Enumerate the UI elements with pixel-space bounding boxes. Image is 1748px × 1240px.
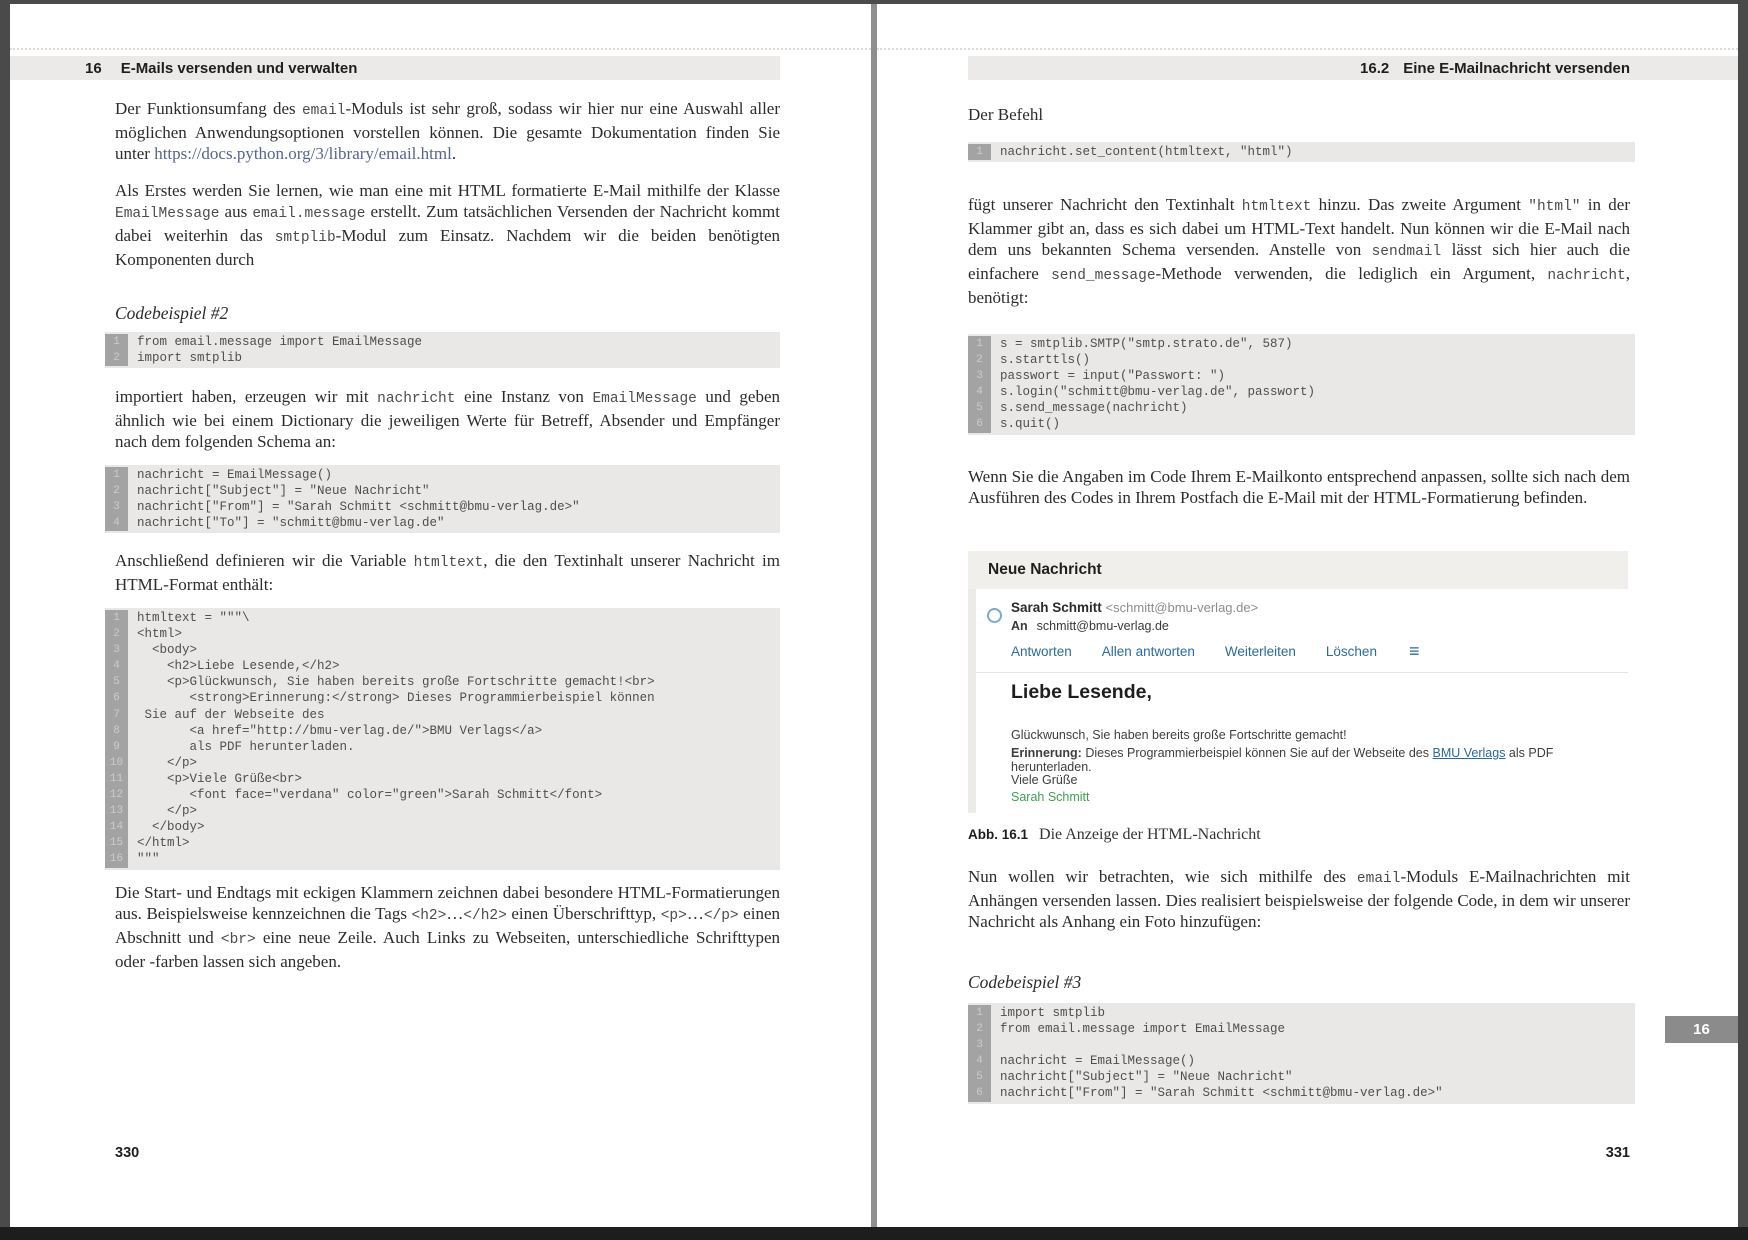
line-number: 4 xyxy=(968,384,991,400)
line-number: 12 xyxy=(105,787,128,803)
code-text: </body> xyxy=(137,820,205,835)
to-label: An xyxy=(1011,619,1028,633)
menu-icon[interactable]: ≡ xyxy=(1408,641,1420,661)
code-line xyxy=(105,851,780,867)
line-number: 5 xyxy=(968,1069,991,1085)
text-segment: Dieses Programmierbeispiel können Sie auf der Webseite des xyxy=(1081,746,1433,760)
code-line xyxy=(105,803,780,819)
code-text: </p> xyxy=(137,755,198,770)
code-line xyxy=(105,658,780,674)
line-number: 4 xyxy=(105,658,128,674)
text-segment: hinzu. Das zweite Argument xyxy=(1311,195,1529,214)
code-block xyxy=(968,334,1635,435)
text-segment: einen Abschnitt und xyxy=(115,904,780,947)
chapter-number: 16 xyxy=(85,59,102,77)
code-text: als PDF herunterladen. xyxy=(137,739,355,754)
left-page xyxy=(10,4,871,1227)
line-number: 10 xyxy=(105,755,128,771)
line-number: 15 xyxy=(105,835,128,851)
line-number: 1 xyxy=(105,467,128,483)
code-line xyxy=(968,384,1635,400)
text-segment: -Moduls E-Mailnachrichten mit Anhängen versenden lassen. Dies realisiert beispielsweise der folgende Code, in dem wir unserer Nachricht als Anhang ein Foto hinzufügen: xyxy=(968,867,1630,931)
code-line xyxy=(105,707,780,723)
line-number: 2 xyxy=(105,626,128,642)
line-number: 2 xyxy=(105,350,128,366)
text-segment: sendmail xyxy=(1371,244,1442,260)
code-example-heading: Codebeispiel #3 xyxy=(968,972,1082,992)
page-top-perforation xyxy=(10,48,871,50)
text-segment: <p> xyxy=(660,908,687,924)
text-segment: fügt unserer Nachricht den Textinhalt xyxy=(968,195,1242,214)
code-line xyxy=(105,642,780,658)
code-line xyxy=(968,368,1635,384)
contact-avatar-icon xyxy=(987,608,1002,623)
page-top-perforation xyxy=(877,48,1738,50)
code-text: from email.message import EmailMessage xyxy=(1000,1022,1286,1037)
paragraph xyxy=(115,98,780,164)
code-text: nachricht["From"] = "Sarah Schmitt <schmitt@bmu-verlag.de>" xyxy=(137,500,580,515)
code-line xyxy=(105,499,780,515)
text-segment: </p> xyxy=(703,908,739,924)
code-line xyxy=(968,1085,1635,1101)
code-line xyxy=(105,755,780,771)
line-number: 3 xyxy=(105,642,128,658)
reply-link[interactable]: Antworten xyxy=(1011,644,1072,659)
code-line xyxy=(105,819,780,835)
line-number: 6 xyxy=(968,416,991,432)
forward-link[interactable]: Weiterleiten xyxy=(1224,644,1296,659)
docs-python-link[interactable]: https://docs.python.org/3/library/email.html xyxy=(154,144,452,163)
code-text: from email.message import EmailMessage xyxy=(137,335,423,349)
line-number: 1 xyxy=(105,334,128,350)
code-line xyxy=(968,352,1635,368)
email-to-row xyxy=(1011,619,1169,633)
text-segment: email xyxy=(301,103,346,119)
code-line xyxy=(105,690,780,706)
bmu-verlag-link[interactable]: BMU Verlags xyxy=(1432,746,1506,760)
chapter-thumb-tab: 16 xyxy=(1665,1016,1738,1043)
text-segment: send_message xyxy=(1051,268,1156,284)
text-segment: … xyxy=(686,904,704,923)
code-line xyxy=(105,674,780,690)
line-number: 1 xyxy=(968,144,991,160)
email-body-heading: Liebe Lesende, xyxy=(1011,681,1152,703)
text-segment: . xyxy=(451,144,457,163)
code-line xyxy=(968,1037,1635,1053)
code-block xyxy=(105,465,780,533)
section-title: Eine E-Mailnachricht versenden xyxy=(1403,59,1630,77)
code-line xyxy=(105,723,780,739)
code-text: s.quit() xyxy=(1000,417,1061,432)
code-text: passwort = input("Passwort: ") xyxy=(1000,369,1226,384)
email-body-line xyxy=(1011,746,1628,774)
line-number: 5 xyxy=(968,400,991,416)
code-line xyxy=(105,771,780,787)
section-number: 16.2 xyxy=(1360,59,1390,77)
code-text: """ xyxy=(137,852,160,867)
line-number: 14 xyxy=(105,819,128,835)
code-text: <strong>Erinnerung:</strong> Dieses Programmierbeispiel können xyxy=(137,691,655,706)
text-segment: Erinnerung: xyxy=(1011,746,1082,760)
text-segment: Der Funktionsumfang des xyxy=(115,99,302,118)
line-number: 13 xyxy=(105,803,128,819)
code-line xyxy=(105,515,780,531)
email-action-bar xyxy=(1011,641,1419,662)
code-line xyxy=(105,610,780,626)
to-address: schmitt@bmu-verlag.de xyxy=(1036,619,1169,633)
email-signature: Sarah Schmitt xyxy=(1011,790,1090,804)
sender-address: <schmitt@bmu-verlag.de> xyxy=(1105,600,1259,615)
line-number: 2 xyxy=(968,352,991,368)
page-number: 331 xyxy=(1605,1145,1630,1161)
line-number: 3 xyxy=(968,1037,991,1053)
text-segment: Als Erstes werden Sie lernen, wie man eine mit HTML formatierte E-Mail mithilfe der Klasse xyxy=(115,181,780,200)
text-segment: email xyxy=(1356,871,1401,887)
code-text: nachricht["Subject"] = "Neue Nachricht" xyxy=(1000,1070,1293,1085)
line-number: 5 xyxy=(105,674,128,690)
text-segment: htmltext xyxy=(413,555,484,571)
code-text: s.starttls() xyxy=(1000,353,1091,368)
text-segment: einen Überschrifttyp, xyxy=(506,904,661,923)
code-line xyxy=(105,739,780,755)
text-segment: als PDF herunterladen. xyxy=(1011,746,1554,774)
line-number: 9 xyxy=(105,739,128,755)
code-text: <a href="http://bmu-verlag.de/">BMU Verlags</a> xyxy=(137,723,543,738)
text-segment: -Modul zum Einsatz. Nachdem wir die beiden benötigten Komponenten durch xyxy=(115,226,780,269)
figure-caption xyxy=(968,826,1630,844)
text-segment: -Moduls ist sehr groß, sodass wir hier nur eine Auswahl aller möglichen Anwendungsoptionen vorstellen können. Die gesamte Dokumentation finden Sie unter xyxy=(115,99,781,163)
text-segment: lässt sich hier auch die einfachere xyxy=(968,240,1631,283)
text-segment: email.message xyxy=(252,206,366,222)
code-text: s.send_message(nachricht) xyxy=(1000,401,1188,416)
code-text: htmltext = """\ xyxy=(137,611,250,625)
code-line xyxy=(968,1005,1635,1021)
text-segment: nachricht xyxy=(377,391,456,407)
email-separator xyxy=(976,672,1628,673)
code-text: nachricht["To"] = "schmitt@bmu-verlag.de" xyxy=(137,516,445,531)
line-number: 8 xyxy=(105,723,128,739)
line-number: 3 xyxy=(105,499,128,515)
pages-container xyxy=(10,4,1738,1227)
left-running-header xyxy=(10,56,780,80)
code-text: Sie auf der Webseite des xyxy=(137,707,325,722)
sender-name: Sarah Schmitt xyxy=(1011,600,1102,615)
code-line xyxy=(105,626,780,642)
caption-text: Die Anzeige der HTML-Nachricht xyxy=(1039,826,1261,843)
text-segment: EmailMessage xyxy=(592,391,697,407)
code-text: nachricht["From"] = "Sarah Schmitt <schmitt@bmu-verlag.de>" xyxy=(1000,1086,1443,1101)
delete-link[interactable]: Löschen xyxy=(1325,644,1377,659)
text-segment: Die Start- und Endtags mit eckigen Klammern zeichnen dabei besondere HTML-Formatierungen aus. Beispielsweise kennzeichnen die Tags xyxy=(115,883,780,923)
code-block xyxy=(968,142,1635,162)
code-line xyxy=(105,334,780,350)
code-text: s = smtplib.SMTP("smtp.strato.de", 587) xyxy=(1000,337,1293,351)
code-text xyxy=(991,1037,1000,1053)
code-line xyxy=(968,1069,1635,1085)
chapter-title: E-Mails versenden und verwalten xyxy=(120,59,358,77)
line-number: 2 xyxy=(968,1021,991,1037)
line-number: 1 xyxy=(968,1005,991,1021)
code-line xyxy=(105,835,780,851)
code-line xyxy=(105,467,780,483)
code-text: <body> xyxy=(137,643,198,658)
line-number: 7 xyxy=(105,707,128,723)
text-segment: eine Instanz von xyxy=(455,387,593,406)
code-text: nachricht["Subject"] = "Neue Nachricht" xyxy=(137,484,430,499)
text-segment: Anschließend definieren wir die Variable xyxy=(115,551,414,570)
code-line xyxy=(968,400,1635,416)
line-number: 16 xyxy=(105,851,128,867)
line-number: 2 xyxy=(105,483,128,499)
text-segment: "html" xyxy=(1528,199,1581,215)
code-text: </p> xyxy=(137,804,198,819)
text-segment: -Methode verwenden, die lediglich ein Argument, xyxy=(1155,264,1548,283)
paragraph xyxy=(115,550,780,595)
code-text: <h2>Liebe Lesende,</h2> xyxy=(137,659,340,674)
text-segment: , die den Textinhalt unserer Nachricht im HTML-Format enthält: xyxy=(115,551,780,594)
text-segment: in der Klammer gibt an, dass es sich dabei um HTML-Text handelt. Nun können wir die E-Mail nach dem uns bekannten Schema versenden. Anstelle von xyxy=(968,195,1630,259)
email-body-line: Glückwunsch, Sie haben bereits große Fortschritte gemacht! xyxy=(1011,728,1347,742)
text-segment: nachricht xyxy=(1547,268,1626,284)
code-text: nachricht.set_content(htmltext, "html") xyxy=(1000,145,1293,159)
text-segment: importiert haben, erzeugen wir mit xyxy=(115,387,378,406)
text-segment: und geben ähnlich wie bei einem Dictionary die jeweiligen Werte für Betreff, Absender und Empfänger nach dem folgenden Schema an: xyxy=(115,387,781,451)
code-text: <p>Glückwunsch, Sie haben bereits große Fortschritte gemacht!<br> xyxy=(137,675,655,690)
code-text: nachricht = EmailMessage() xyxy=(1000,1054,1196,1069)
code-line xyxy=(105,350,780,366)
code-text: import smtplib xyxy=(137,351,243,366)
email-left-strip xyxy=(968,589,976,813)
text-segment: Nun wollen wir betrachten, wie sich mithilfe des xyxy=(968,867,1357,886)
text-segment: eine neue Zeile. Auch Links zu Webseiten, unterschiedliche Schrifttypen oder -farben lassen sich angeben. xyxy=(115,928,780,971)
paragraph xyxy=(968,194,1630,308)
code-line xyxy=(968,416,1635,432)
code-text: <p>Viele Grüße<br> xyxy=(137,771,303,786)
line-number: 1 xyxy=(105,610,128,626)
caption-label: Abb. 16.1 xyxy=(968,827,1029,842)
code-block xyxy=(105,608,780,870)
text-segment: aus xyxy=(219,202,253,221)
email-closing: Viele Grüße xyxy=(1011,773,1078,787)
code-text: <font face="verdana" color="green">Sarah Schmitt</font> xyxy=(137,788,603,803)
code-line xyxy=(105,787,780,803)
code-example-heading: Codebeispiel #2 xyxy=(115,303,229,323)
code-block xyxy=(968,1003,1635,1104)
page-number: 330 xyxy=(115,1145,140,1161)
line-number: 4 xyxy=(968,1053,991,1069)
code-text: import smtplib xyxy=(1000,1006,1106,1020)
code-line xyxy=(105,483,780,499)
paragraph xyxy=(115,180,780,270)
line-number: 4 xyxy=(105,515,128,531)
email-subject-bar xyxy=(968,551,1628,589)
text-segment: … xyxy=(446,904,464,923)
text-segment: </h2> xyxy=(463,908,507,924)
right-running-header xyxy=(968,56,1738,80)
paragraph: Der Befehl xyxy=(968,105,1044,124)
scan-bottom-edge xyxy=(0,1227,1748,1240)
code-line xyxy=(968,1021,1635,1037)
text-segment: EmailMessage xyxy=(115,206,220,222)
text-segment: htmltext xyxy=(1241,199,1312,215)
line-number: 11 xyxy=(105,771,128,787)
text-segment: , benötigt: xyxy=(968,264,1630,307)
text-segment: erstellt. Zum tatsächlichen Versenden der Nachricht kommt dabei weiterhin das xyxy=(115,202,780,245)
line-number: 1 xyxy=(968,336,991,352)
line-number: 6 xyxy=(105,690,128,706)
email-subject: Neue Nachricht xyxy=(988,561,1102,578)
line-number: 6 xyxy=(968,1085,991,1101)
reply-all-link[interactable]: Allen antworten xyxy=(1101,644,1195,659)
email-sender-row xyxy=(1011,600,1258,615)
line-number: 3 xyxy=(968,368,991,384)
text-segment: <br> xyxy=(220,932,256,948)
code-text: </html> xyxy=(137,836,190,851)
paragraph: Wenn Sie die Angaben im Code Ihrem E-Mailkonto entsprechend anpassen, sollte sich nach dem Ausführen des Codes in Ihrem Postfach die E-Mail mit der HTML-Formatierung befinden. xyxy=(968,467,1630,507)
text-segment: <h2> xyxy=(411,908,447,924)
text-segment: smtplib xyxy=(274,230,336,246)
code-line xyxy=(968,336,1635,352)
code-line xyxy=(968,1053,1635,1069)
paragraph xyxy=(115,882,780,972)
code-text: s.login("schmitt@bmu-verlag.de", passwort) xyxy=(1000,385,1316,400)
email-screenshot-figure xyxy=(968,551,1628,813)
code-text: <html> xyxy=(137,627,183,642)
paragraph xyxy=(968,866,1630,932)
code-block xyxy=(105,332,780,368)
right-page xyxy=(877,4,1738,1227)
code-text: nachricht = EmailMessage() xyxy=(137,468,333,482)
paragraph xyxy=(115,386,780,452)
code-line xyxy=(968,144,1635,160)
